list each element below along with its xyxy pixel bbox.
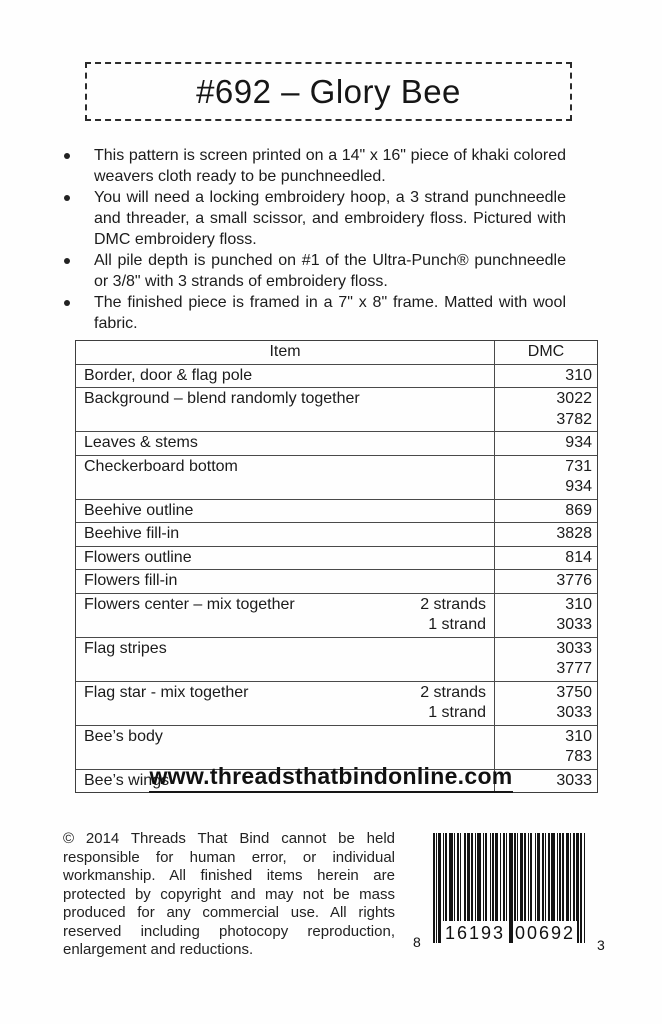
list-item	[64, 292, 566, 334]
item-name: Flowers outline	[84, 548, 192, 566]
item-name: Leaves & stems	[84, 434, 198, 451]
dmc-value: 3777	[556, 660, 592, 677]
bullet-text: The finished piece is framed in a 7" x 8" frame. Matted with wool fabric.	[94, 294, 566, 332]
item-name: Bee’s wings	[84, 771, 170, 789]
barcode-leading-digit: 8	[413, 934, 421, 950]
table-row	[76, 499, 597, 523]
item-name: Background – blend randomly together	[84, 390, 360, 407]
dmc-value: 3782	[556, 410, 592, 428]
item-name: Beehive fill-in	[84, 525, 180, 542]
item-name: Flowers center – mix together	[84, 595, 295, 613]
dmc-color-table	[75, 340, 598, 793]
dmc-value: 934	[565, 478, 592, 495]
dmc-value: 783	[565, 748, 592, 765]
website-line	[0, 763, 662, 793]
table-row	[76, 681, 597, 725]
dmc-value: 3022	[556, 390, 592, 407]
table-row	[76, 522, 597, 546]
dmc-value: 310	[565, 366, 592, 384]
strand-note: 2 strands	[420, 595, 486, 613]
column-header-item: Item	[76, 341, 495, 364]
dmc-value: 934	[565, 434, 592, 451]
table-row	[76, 569, 597, 593]
item-name: Checkerboard bottom	[84, 457, 238, 475]
instructions-list	[64, 145, 566, 334]
strand-notes	[420, 595, 494, 636]
item-name: Flowers fill-in	[84, 572, 178, 589]
bullet-icon	[64, 195, 70, 201]
website-url: www.threadsthatbindonline.com	[149, 763, 512, 793]
barcode-digits-left-group: 16193	[443, 921, 507, 945]
dmc-value: 3033	[556, 704, 592, 721]
dmc-value: 869	[565, 501, 592, 519]
strand-notes	[420, 683, 494, 724]
bullet-icon	[64, 300, 70, 306]
table-row	[76, 725, 597, 769]
table-row	[76, 593, 597, 637]
table-header-row	[76, 341, 597, 364]
dmc-value: 3750	[556, 683, 592, 701]
strand-note: 1 strand	[428, 616, 486, 633]
bullet-icon	[64, 153, 70, 159]
dmc-value: 3828	[556, 525, 592, 542]
dmc-value: 731	[565, 457, 592, 475]
column-header-dmc: DMC	[527, 343, 565, 360]
bullet-text: All pile depth is punched on #1 of the Ultra-Punch® punchneedle or 3/8" with 3 strands of embroidery floss.	[94, 252, 566, 290]
item-name: Beehive outline	[84, 501, 194, 519]
list-item	[64, 145, 566, 187]
table-row	[76, 546, 597, 570]
table-row	[76, 637, 597, 681]
list-item	[64, 187, 566, 250]
item-name: Border, door & flag pole	[84, 366, 253, 384]
copyright-text: © 2014 Threads That Bind cannot be held responsible for human error, or individual workmanship. All finished items herein are protected by copyright and may not be mass produced for any commercial use. All rights reserved including photocopy reproduction, enlargement and reductions.	[63, 830, 395, 958]
list-item	[64, 250, 566, 292]
item-name: Bee’s body	[84, 727, 163, 745]
dmc-value: 3776	[556, 572, 592, 589]
table-row	[76, 387, 597, 431]
bullet-text: You will need a locking embroidery hoop, a 3 strand punchneedle and threader, a small scissor, and embroidery floss. Pictured with DMC embroidery floss.	[94, 189, 566, 248]
table-row	[76, 364, 597, 388]
table-row	[76, 431, 597, 455]
dmc-value: 3033	[556, 639, 592, 657]
strand-note: 2 strands	[420, 683, 486, 701]
barcode-digits-right-group: 00692	[513, 921, 577, 945]
dmc-value: 3033	[556, 771, 592, 789]
item-name: Flag stripes	[84, 639, 167, 657]
dmc-value: 814	[565, 548, 592, 566]
item-name: Flag star - mix together	[84, 683, 249, 701]
dmc-value: 310	[565, 727, 592, 745]
title-box	[85, 62, 572, 121]
bullet-icon	[64, 258, 70, 264]
barcode	[413, 833, 623, 965]
bullet-text: This pattern is screen printed on a 14" x 16" piece of khaki colored weavers cloth ready to be punchneedled.	[94, 147, 566, 185]
barcode-check-digit: 3	[597, 937, 605, 953]
dmc-value: 310	[565, 595, 592, 613]
strand-note: 1 strand	[428, 704, 486, 721]
page-title: #692 – Glory Bee	[196, 72, 461, 110]
table-row	[76, 455, 597, 499]
dmc-value: 3033	[556, 616, 592, 633]
